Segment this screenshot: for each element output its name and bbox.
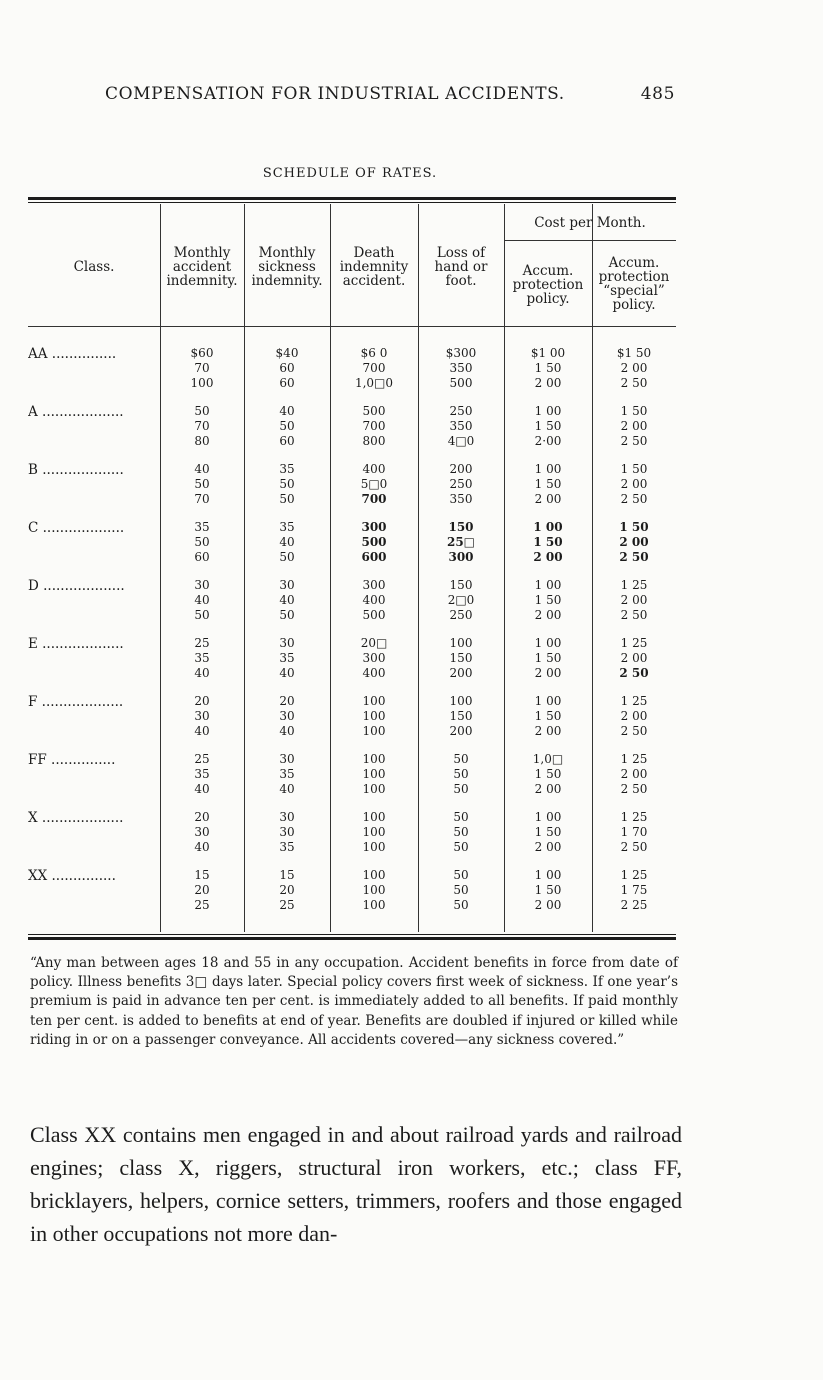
- accum-values: 1 00 1 50 2 00: [534, 810, 562, 854]
- death-values: 400 5□0 700: [360, 462, 388, 506]
- table-bottom-rule-thin: [28, 934, 676, 935]
- loss-values: 50 50 50: [453, 868, 469, 912]
- sickness-values: $40 60 60: [275, 346, 299, 390]
- class-label: B ...................: [28, 462, 124, 478]
- accident-values: 35 50 60: [194, 520, 210, 564]
- death-values: 300 400 500: [362, 578, 386, 622]
- sickness-values: 20 30 40: [279, 694, 295, 738]
- sickness-values: 30 40 50: [279, 578, 295, 622]
- accum-values: 1 00 1 50 2·00: [534, 404, 562, 448]
- class-group-aa: [28, 346, 676, 394]
- table-top-rule-thin: [28, 202, 676, 203]
- sickness-values: 30 35 40: [279, 636, 295, 680]
- schedule-of-rates-table: [28, 204, 676, 932]
- sickness-values: 35 40 50: [279, 520, 295, 564]
- loss-values: $300 350 500: [445, 346, 477, 390]
- class-group-e: [28, 636, 676, 684]
- accident-values: 20 30 40: [194, 694, 210, 738]
- class-label: C ...................: [28, 520, 125, 536]
- page-number: 485: [640, 84, 675, 104]
- death-values: 300 500 600: [361, 520, 387, 564]
- special-values: 1 25 2 00 2 50: [620, 694, 648, 738]
- running-head: [105, 84, 675, 104]
- death-values: 100 100 100: [362, 868, 386, 912]
- header-cost-per-month: Cost per Month.: [534, 215, 646, 231]
- class-group-xx: [28, 868, 676, 916]
- death-values: $6 0 700 1,0□0: [354, 346, 394, 390]
- loss-values: 150 25□ 300: [446, 520, 476, 564]
- special-values: 1 50 2 00 2 50: [619, 520, 649, 564]
- header-death-indemnity: Death indemnity accident.: [339, 245, 409, 289]
- table-top-rule: [28, 197, 676, 200]
- sickness-values: 40 50 60: [279, 404, 295, 448]
- class-label: XX ...............: [28, 868, 116, 884]
- accident-values: 25 35 40: [194, 752, 210, 796]
- special-values: 1 50 2 00 2 50: [620, 462, 648, 506]
- running-head-title: COMPENSATION FOR INDUSTRIAL ACCIDENTS.: [105, 84, 565, 104]
- class-group-b: [28, 462, 676, 510]
- class-label: F ...................: [28, 694, 124, 710]
- header-accum-protection: Accum. protection policy.: [512, 263, 584, 307]
- sickness-values: 35 50 50: [279, 462, 295, 506]
- loss-values: 100 150 200: [449, 694, 473, 738]
- sickness-values: 30 30 35: [279, 810, 295, 854]
- accum-values: 1 00 1 50 2 00: [534, 636, 562, 680]
- table-bottom-rule: [28, 937, 676, 940]
- sickness-values: 30 35 40: [279, 752, 295, 796]
- special-values: 1 25 1 70 2 50: [620, 810, 648, 854]
- accident-values: 25 35 40: [194, 636, 210, 680]
- class-group-f: [28, 694, 676, 742]
- accum-values: $1 00 1 50 2 00: [530, 346, 566, 390]
- special-values: 1 25 2 00 2 50: [619, 636, 649, 680]
- loss-values: 50 50 50: [453, 810, 469, 854]
- accident-values: 40 50 70: [194, 462, 210, 506]
- table-title: SCHEDULE OF RATES.: [262, 166, 438, 181]
- class-group-ff: [28, 752, 676, 800]
- header-monthly-accident: Monthly accident indemnity.: [166, 245, 238, 289]
- death-values: 100 100 100: [362, 810, 386, 854]
- special-values: 1 25 2 00 2 50: [620, 578, 648, 622]
- class-label: FF ...............: [28, 752, 116, 768]
- sickness-values: 15 20 25: [279, 868, 295, 912]
- death-values: 500 700 800: [362, 404, 386, 448]
- death-values: 100 100 100: [362, 752, 386, 796]
- header-monthly-sickness: Monthly sickness indemnity.: [251, 245, 323, 289]
- class-group-x: [28, 810, 676, 858]
- class-label: AA ...............: [28, 346, 117, 362]
- header-class: Class.: [73, 259, 115, 275]
- special-values: 1 25 2 00 2 50: [620, 752, 648, 796]
- death-values: 20□ 300 400: [360, 636, 388, 680]
- death-values: 100 100 100: [362, 694, 386, 738]
- class-group-d: [28, 578, 676, 626]
- loss-values: 50 50 50: [453, 752, 469, 796]
- accum-values: 1,0□ 1 50 2 00: [532, 752, 564, 796]
- class-label: D ...................: [28, 578, 125, 594]
- class-group-c: [28, 520, 676, 568]
- accum-values: 1 00 1 50 2 00: [534, 868, 562, 912]
- header-loss-hand-foot: Loss of hand or foot.: [434, 245, 488, 289]
- loss-values: 200 250 350: [449, 462, 473, 506]
- class-label: X ...................: [28, 810, 124, 826]
- accident-values: 50 70 80: [194, 404, 210, 448]
- cost-header-divider: [504, 240, 676, 241]
- accum-values: 1 00 1 50 2 00: [534, 694, 562, 738]
- class-label: E ...................: [28, 636, 124, 652]
- class-group-a: [28, 404, 676, 452]
- body-paragraph: Class XX contains men engaged in and about railroad yards and railroad engines; class X, riggers, structural iron workers, etc.; class FF, bricklayers, helpers, cornice setters, trimmers, roofers and those engaged in other occupations not more dan-: [30, 1122, 682, 1246]
- header-special-protection: Accum. protection “special” policy.: [598, 255, 670, 313]
- special-values: $1 50 2 00 2 50: [616, 346, 652, 390]
- loss-values: 150 2□0 250: [447, 578, 475, 622]
- accum-values: 1 00 1 50 2 00: [534, 578, 562, 622]
- accum-values: 1 00 1 50 2 00: [534, 462, 562, 506]
- loss-values: 100 150 200: [449, 636, 473, 680]
- header-bottom-rule: [28, 326, 676, 327]
- accident-values: 15 20 25: [194, 868, 210, 912]
- accident-values: 30 40 50: [194, 578, 210, 622]
- accident-values: $60 70 100: [190, 346, 214, 390]
- accident-values: 20 30 40: [194, 810, 210, 854]
- rate-note: “Any man between ages 18 and 55 in any occupation. Accident benefits in force from date of policy. Illness benefits 3□ days later. Special policy covers first week of sickness. If one year’s premium is paid in advance ten per cent. is immediately added to all benefits. If paid monthly ten per cent. is added to benefits at end of year. Benefits are doubled if injured or killed while riding in or on a passenger conveyance. All accidents covered—any sickness covered.”: [30, 955, 678, 1048]
- loss-values: 250 350 4□0: [447, 404, 475, 448]
- class-label: A ...................: [28, 404, 124, 420]
- special-values: 1 25 1 75 2 25: [620, 868, 648, 912]
- accum-values: 1 00 1 50 2 00: [533, 520, 563, 564]
- special-values: 1 50 2 00 2 50: [620, 404, 648, 448]
